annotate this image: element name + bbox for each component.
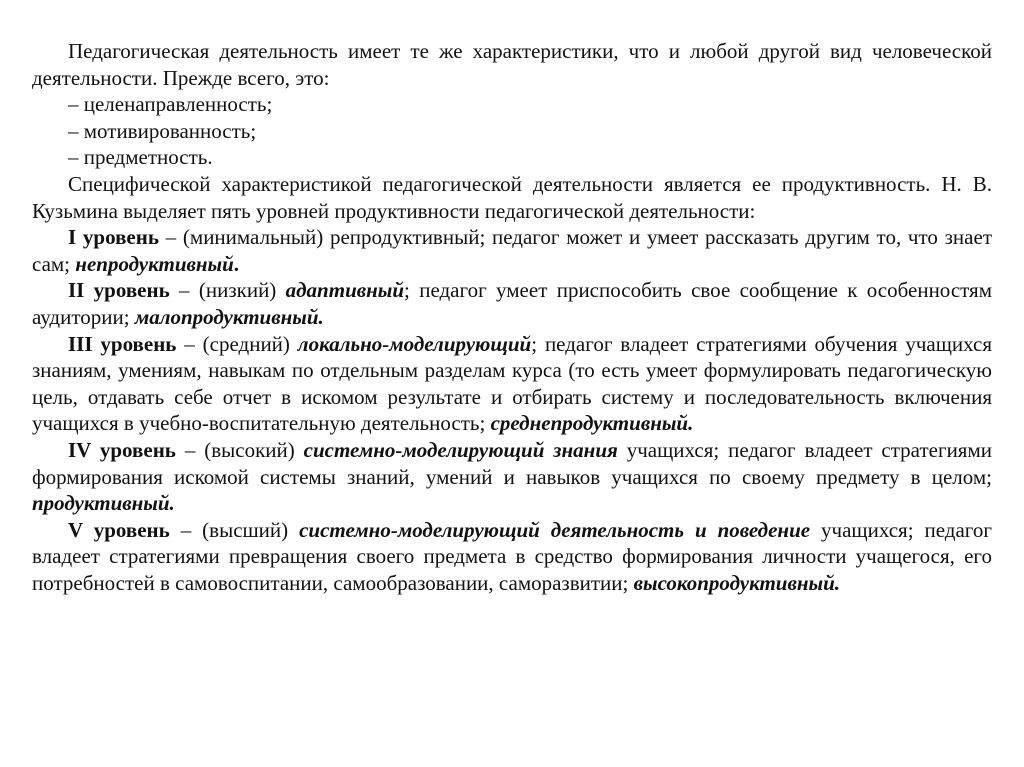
characteristic-item: – мотивированность; (68, 118, 257, 143)
specific-paragraph: Специфической характеристикой педагогической деятельности является ее продуктивность. Н. В. Кузьмина выделяет пять уровней продуктивности педагогической деятельности: (32, 171, 992, 223)
level-5-text: учащихся; педагог владеет стратегиями превращения своего предмета в средство формирования личности учащегося, его потребностей в самовоспитании, самообразовании, саморазвитии; (32, 517, 992, 595)
level-3-name: локально-моделирующий (297, 331, 532, 356)
level-4-dash: – (высокий) (175, 437, 304, 462)
level-4-paragraph (32, 437, 992, 517)
level-2-result: малопродуктивный. (134, 304, 324, 329)
level-5-label: V уровень (68, 517, 170, 542)
level-1-paragraph (32, 224, 992, 277)
level-4-text: учащихся; педагог владеет стратегиями формирования искомой системы знаний, умений и навыков учащихся по своему предмету в целом; (32, 437, 992, 489)
level-3-result: среднепродуктивный. (490, 411, 694, 436)
intro-paragraph: Педагогическая деятельность имеет те же характеристики, что и любой другой вид человеческой деятельности. Прежде всего, это: (32, 39, 992, 90)
level-1-dash: – (минимальный) (158, 225, 330, 250)
level-5-result: высокопродуктивный. (633, 570, 841, 595)
level-3-label: III уровень (68, 331, 177, 356)
level-1-end: . (233, 251, 240, 276)
level-5-paragraph (32, 517, 992, 597)
level-3-paragraph (32, 331, 992, 437)
level-4-result: продуктивный. (32, 491, 175, 516)
level-2-label: II уровень (68, 278, 170, 303)
characteristic-item: – предметность. (68, 145, 213, 170)
level-1-text: ; педагог может и умеет рассказать другим то, что знает сам; (32, 225, 992, 276)
level-4-label: IV уровень (68, 437, 176, 462)
level-1-result: непродуктивный (75, 251, 234, 276)
document-page (32, 38, 992, 596)
level-3-dash: – (средний) (176, 331, 298, 356)
level-5-dash: – (высший) (169, 517, 300, 542)
level-5-name: системно-моделирующий деятельность и поведение (299, 517, 811, 542)
characteristic-item: – целенаправленность; (68, 92, 273, 117)
level-1-name: репродуктивный (329, 225, 480, 250)
level-2-name: адаптивный (285, 278, 405, 303)
level-3-text: ; педагог владеет стратегиями обучения учащихся знаниям, умениям, навыкам по отдельным разделам курса (то есть умеет формулировать педагогическую цель, отдавать себе отчет в искомом результате и отбирать систему и последовательность включения учащихся в учебно-воспитательную деятельность; (32, 331, 992, 436)
level-2-paragraph (32, 277, 992, 330)
level-2-dash: – (низкий) (169, 278, 286, 303)
level-4-name: системно-моделирующий знания (303, 437, 618, 462)
level-2-text: ; педагог умеет приспособить свое сообщение к особенностям аудитории; (32, 278, 992, 329)
level-1-label: I уровень (68, 225, 159, 250)
